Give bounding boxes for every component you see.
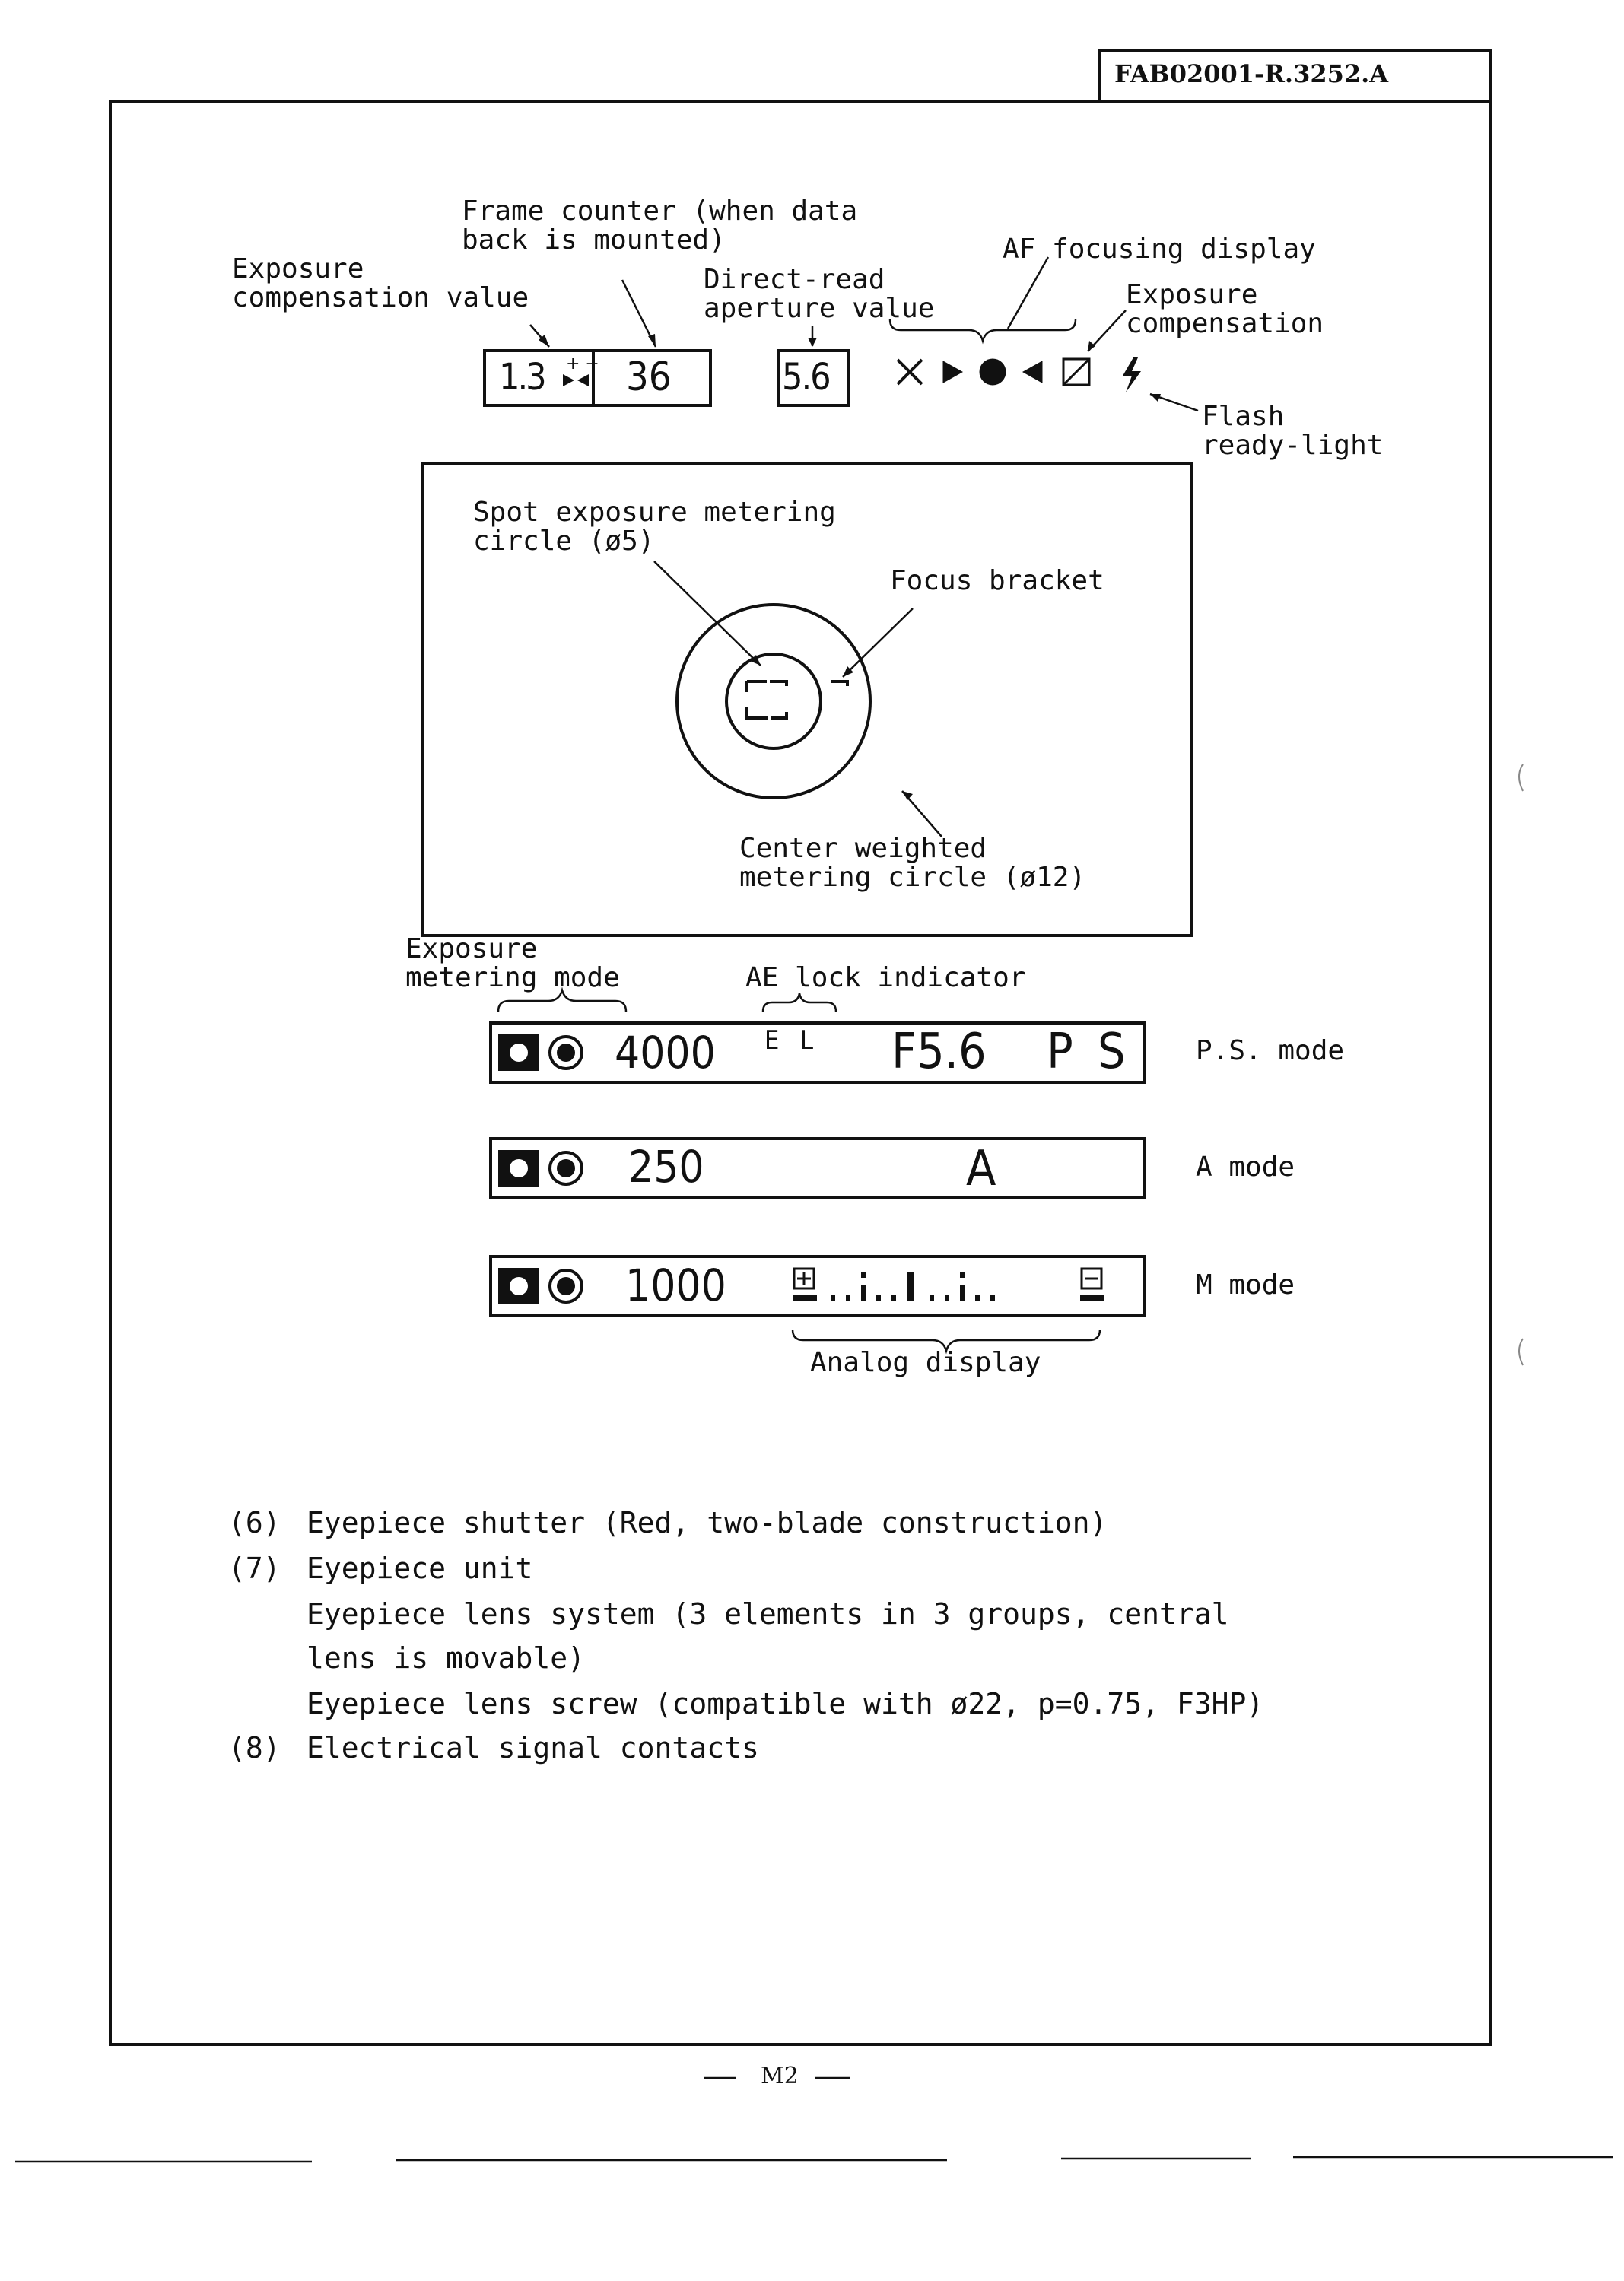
frame-counter-label-line1: Frame counter (when data	[462, 195, 858, 227]
direct-read-label-line1: Direct-read	[704, 264, 885, 295]
list-item-text: Eyepiece unit	[307, 1552, 533, 1585]
ps-mode-letters: P S	[1047, 1024, 1126, 1080]
list-item-text: lens is movable)	[307, 1641, 586, 1675]
m-mode-label: M mode	[1196, 1269, 1295, 1301]
flash-label-line2: ready-light	[1202, 430, 1384, 461]
spot-label-line1: Spot exposure metering	[473, 497, 836, 528]
ps-mode-label: P.S. mode	[1196, 1035, 1345, 1066]
focus-bracket-label: Focus bracket	[890, 565, 1104, 596]
spot-label-line2: circle (ø5)	[473, 526, 655, 557]
direct-read-label-line2: aperture value	[704, 293, 935, 324]
metering-mode-label-line1: Exposure	[405, 933, 538, 964]
scan-marks	[1519, 764, 1523, 1365]
list-item-text: Eyepiece lens screw (compatible with ø22, p=0.75, F3HP)	[307, 1687, 1264, 1720]
exposure-comp-label-line1: Exposure	[1126, 279, 1258, 310]
list-item-text: Eyepiece lens system (3 elements in 3 groups, central	[307, 1597, 1229, 1631]
flash-icon	[1123, 357, 1141, 392]
analog-display-label: Analog display	[810, 1347, 1041, 1378]
exposure-compensation-icon	[1063, 359, 1089, 385]
a-mode-letter: A	[966, 1141, 996, 1197]
m-shutter-speed: 1000	[625, 1260, 726, 1311]
aperture-display: 5.6	[782, 356, 830, 399]
frame-counter-label-line2: back is mounted)	[462, 224, 726, 256]
af-focus-icons	[898, 359, 1042, 385]
ae-lock-label: AE lock indicator	[745, 962, 1026, 993]
analog-display	[793, 1269, 1104, 1301]
document-code: FAB02001-R.3252.A	[1114, 59, 1389, 88]
ps-shutter-speed: 4000	[615, 1027, 716, 1079]
center-weighted-label-line1: Center weighted	[739, 833, 987, 864]
ps-fnumber: F5.6	[891, 1024, 987, 1080]
list-item-number: (8)	[228, 1731, 281, 1765]
list-item-number: (7)	[228, 1552, 281, 1585]
footer-lines	[15, 2078, 1613, 2162]
list-item-number: (6)	[228, 1506, 281, 1539]
exposure-comp-label-line2: compensation	[1126, 308, 1324, 339]
exposure-comp-value-label-line2: compensation value	[232, 282, 529, 313]
flash-label-line1: Flash	[1202, 401, 1285, 432]
a-shutter-speed: 250	[628, 1141, 704, 1193]
focus-bracket-icon	[747, 681, 847, 718]
metering-icons	[498, 1034, 582, 1304]
page-number: M2	[761, 2063, 799, 2089]
list-item-text: Eyepiece shutter (Red, two-blade construction)	[307, 1506, 1108, 1539]
ae-lock-indicator: E L	[764, 1025, 814, 1056]
comp-value-display: 1.3	[499, 356, 545, 399]
list-item-text: Electrical signal contacts	[307, 1731, 759, 1765]
frame-count-display: 36	[626, 354, 672, 400]
exposure-comp-value-label-line1: Exposure	[232, 253, 364, 284]
af-focusing-label: AF focusing display	[1003, 234, 1316, 265]
metering-mode-label-line2: metering mode	[405, 962, 620, 993]
svg-text:+ −: + −	[566, 354, 599, 373]
center-weighted-label-line2: metering circle (ø12)	[739, 862, 1086, 893]
a-mode-label: A mode	[1196, 1152, 1295, 1183]
